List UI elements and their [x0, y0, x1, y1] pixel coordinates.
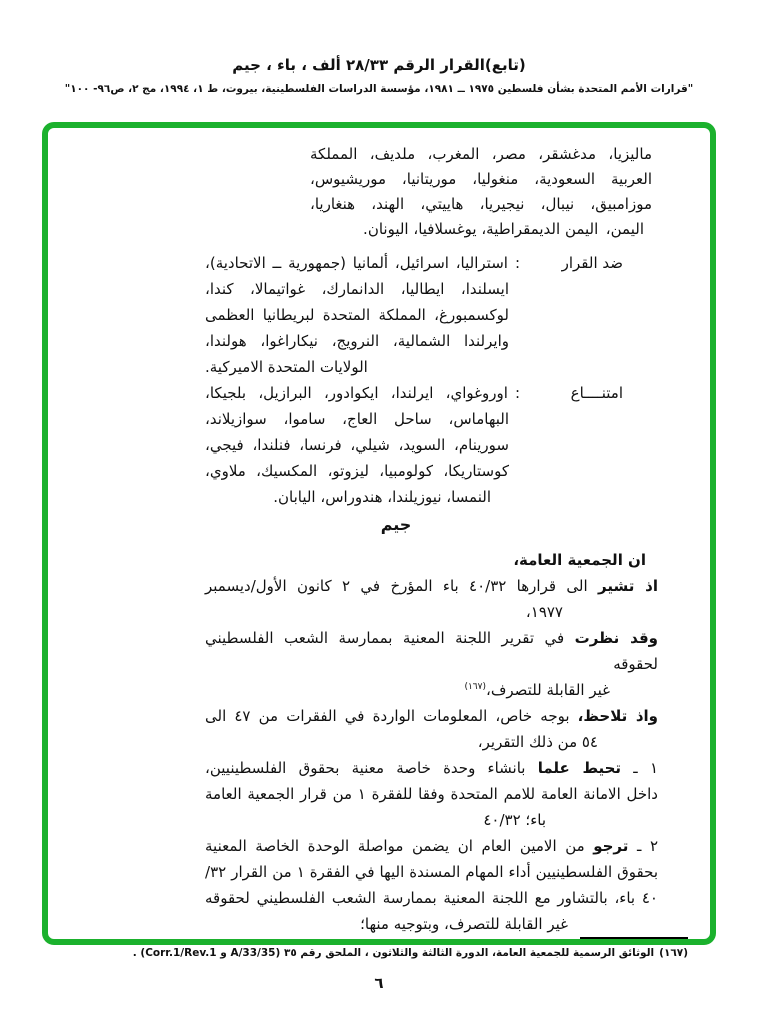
recall-rest: الى قرارها ٤٠/٣٢ باء المؤرخ في ٢ كانون الأول/ديسمبر: [205, 577, 598, 595]
vote-abstain-first-line: [205, 380, 623, 406]
against-label: ضد القرار: [561, 254, 623, 272]
header-resolution-title: (تابع)القرار الرقم ٢٨/٣٣ ألف ، باء ، جيم: [232, 56, 526, 74]
considered-rest: في تقرير اللجنة المعنية بممارسة الشعب الفلسطيني لحقوقه: [205, 629, 658, 673]
paragraph-recall-line-1: [205, 573, 658, 599]
vote-line: لوكسمبورغ، المملكة المتحدة لبريطانيا العظمى: [205, 306, 509, 324]
paragraph-considered-line-2: [205, 677, 658, 703]
decision-frame-border: [42, 122, 716, 959]
item-1-number: ١ ـ: [621, 759, 658, 777]
vote-line: البهاماس، ساحل العاج، ساموا، سوازيلاند،: [205, 410, 509, 428]
operative-item-2-line-2: بحقوق الفلسطينيين أداء المهام المسندة اليها في الفقرة ١ من القرار ٣٢/: [205, 863, 658, 881]
assembly-opening-line: ان الجمعية العامة،: [513, 551, 646, 569]
vote-line: كوستاريكا، كولومبيا، ليزوتو، المكسيك، ملاوي،: [205, 462, 509, 480]
paragraph-noting-line-2: ٥٤ من ذلك التقرير،: [477, 733, 598, 751]
noting-rest: بوجه خاص، المعلومات الواردة في الفقرات من ٤٧ الى: [205, 707, 578, 725]
decision-frame-content: [48, 128, 710, 959]
footnote-ref: (١٦٧): [464, 682, 486, 692]
considered-lead: وقد نظرت: [574, 629, 658, 647]
vote-line: ايسلندا، ايطاليا، الدانمارك، غواتيمالا، كندا،: [205, 280, 509, 298]
paragraph-considered-line-1: [205, 625, 658, 677]
vote-line: العربية السعودية، منغوليا، موريتانيا، موريشيوس،: [310, 170, 652, 188]
abstain-colon: :: [514, 384, 520, 402]
section-c-heading: جيم: [380, 515, 412, 534]
operative-item-1-line-3: باء؛ ٤٠/٣٢: [483, 811, 546, 829]
footnote-marker: (١٦٧): [659, 947, 688, 959]
item-2-number: ٢ ـ: [628, 837, 658, 855]
recall-lead: اذ تشير: [597, 577, 658, 595]
vote-abstain-block: [205, 380, 623, 510]
footnote-separator-rule: [580, 937, 688, 939]
operative-item-2-line-3: ٤٠ باء، بالتشاور مع اللجنة المعنية بممارسة الشعب الفلسطيني لحقوقه: [205, 889, 658, 907]
vote-line: ماليزيا، مدغشقر، مصر، المغرب، ملديف، المملكة: [310, 145, 652, 163]
operative-item-2-line-1: [205, 833, 658, 859]
item-2-lead: ترجو: [593, 837, 629, 855]
item-2-rest: من الامين العام ان يضمن مواصلة الوحدة الخاصة المعنية: [205, 837, 594, 855]
operative-item-1-line-2: داخل الامانة العامة للامم المتحدة وفقا للفقرة ١ من قرار الجمعية العامة: [205, 785, 658, 803]
footnote-block: [48, 937, 710, 961]
abstain-label: امتنــــاع: [570, 384, 623, 402]
noting-lead: واذ تلاحظ،: [577, 707, 658, 725]
vote-line: اليمن، اليمن الديمقراطية، يوغسلافيا، اليونان.: [363, 220, 644, 238]
footnote-line: [48, 946, 688, 961]
vote-line: استراليا، اسرائيل، ألمانيا (جمهورية ــ الاتحادية)،: [205, 254, 508, 272]
against-colon: :: [514, 254, 520, 272]
paragraph-noting-line-1: [205, 703, 658, 729]
resolution-body: [205, 547, 658, 937]
vote-line: الولايات المتحدة الاميركية.: [205, 358, 368, 376]
item-1-lead: تحيط علما: [537, 759, 622, 777]
vote-line: موزامبيق، نيبال، نيجيريا، هاييتي، الهند، هنغاريا،: [310, 195, 652, 213]
vote-line: سورينام، السويد، شيلي، فرنسا، فنلندا، فيجي،: [205, 436, 509, 454]
operative-item-1-line-1: [205, 755, 658, 781]
header-source-citation: "قرارات الأمم المتحدة بشأن فلسطين ١٩٧٥ ــ ١٩٨١، مؤسسة الدراسات الفلسطينية، بيروت، ط ١، ١٩٩٤، مج ٢، ص٩٦- ١٠٠": [64, 83, 694, 95]
footnote-text: الوثائق الرسمية للجمعية العامة، الدورة الثالثة والثلاثون ، الملحق رقم ٣٥ (A/33/35 و Corr.1/Rev.1) .: [132, 947, 655, 959]
vote-line: اوروغواي، ايرلندا، ايكوادور، البرازيل، بلجيكا،: [205, 384, 508, 402]
vote-against-block: [205, 250, 623, 380]
item-1-rest: بانشاء وحدة خاصة معنية بحقوق الفلسطينيين،: [205, 759, 538, 777]
considered-line-2-text: غير القابلة للتصرف،: [486, 681, 610, 699]
operative-item-2-line-4: غير القابلة للتصرف، وبتوجيه منها؛: [360, 915, 568, 933]
vote-line: النمسا، نيوزيلندا، هندوراس، اليابان.: [273, 488, 491, 506]
vote-against-first-line: [205, 250, 623, 276]
page-number: ٦: [374, 974, 384, 992]
paragraph-recall-line-2: ١٩٧٧،: [525, 603, 563, 621]
vote-favor-continuation: [310, 142, 652, 242]
vote-line: وايرلندا الشمالية، النرويج، نيكاراغوا، هولندا،: [205, 332, 509, 350]
page-header: [0, 56, 758, 95]
